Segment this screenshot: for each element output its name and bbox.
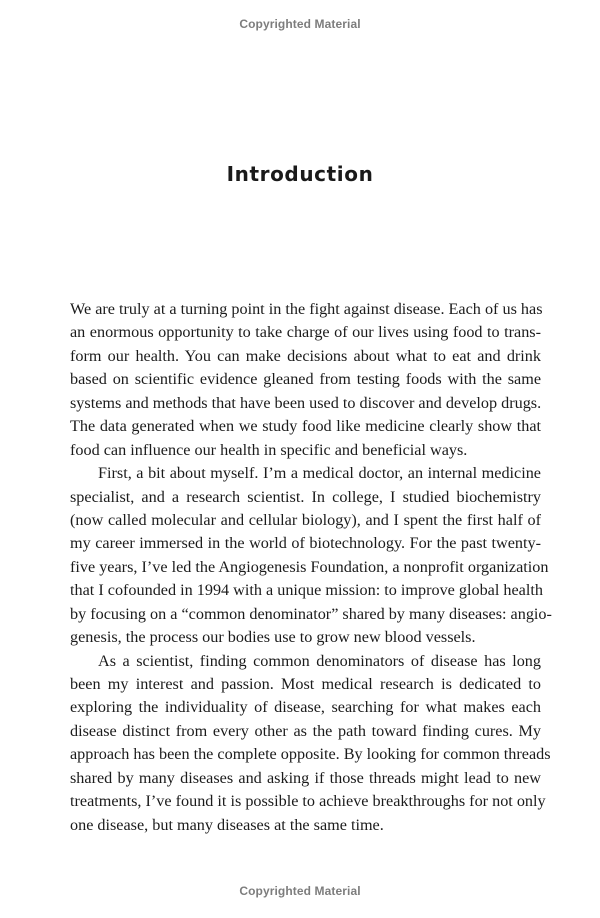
text-line: approach has been the complete opposite. By looking for common threads — [70, 745, 551, 764]
text-line: As a scientist, finding common denominators of disease has long — [98, 651, 541, 670]
text-line: First, a bit about myself. I’m a medical doctor, an internal medicine — [98, 464, 541, 483]
text-line: by focusing on a “common denominator” shared by many diseases: angio- — [70, 604, 552, 623]
body-text — [70, 298, 552, 837]
chapter-title: Introduction — [226, 162, 374, 186]
text-line: We are truly at a turning point in the fight against disease. Each of us has — [70, 300, 543, 318]
text-line: (now called molecular and cellular biology), and I spent the first half of — [70, 510, 541, 529]
text-line: based on scientific evidence gleaned from testing foods with the same — [70, 370, 541, 389]
paragraph-3 — [70, 650, 551, 838]
text-line: food can influence our health in specific and beneficial ways. — [70, 440, 468, 459]
paragraph-1 — [70, 298, 541, 462]
paragraph-2 — [70, 462, 552, 650]
text-line: my career immersed in the world of biotechnology. For the past twenty- — [70, 534, 541, 553]
text-line: that I cofounded in 1994 with a unique mission: to improve global health — [70, 581, 543, 600]
text-line: disease distinct from every other as the path toward finding cures. My — [70, 721, 541, 740]
text-line: five years, I’ve led the Angiogenesis Foundation, a nonprofit organization — [70, 557, 549, 576]
text-line: an enormous opportunity to take charge of our lives using food to trans- — [70, 323, 541, 342]
text-line: systems and methods that have been used to discover and develop drugs. — [70, 393, 542, 412]
text-line: specialist, and a research scientist. In college, I studied biochemistry — [70, 487, 541, 506]
text-line: one disease, but many diseases at the same time. — [70, 815, 384, 834]
text-line: shared by many diseases and asking if those threads might lead to new — [70, 768, 541, 787]
text-line: genesis, the process our bodies use to grow new blood vessels. — [70, 628, 476, 647]
text-line: The data generated when we study food like medicine clearly show that — [70, 417, 541, 436]
text-line: exploring the individuality of disease, searching for what makes each — [70, 698, 541, 717]
text-line: treatments, I’ve found it is possible to achieve breakthroughs for not only — [70, 792, 546, 811]
copyright-watermark-top: Copyrighted Material — [239, 17, 361, 31]
text-line: been my interest and passion. Most medical research is dedicated to — [70, 675, 541, 693]
text-line: form our health. You can make decisions about what to eat and drink — [70, 346, 541, 365]
copyright-watermark-bottom: Copyrighted Material — [239, 884, 361, 898]
